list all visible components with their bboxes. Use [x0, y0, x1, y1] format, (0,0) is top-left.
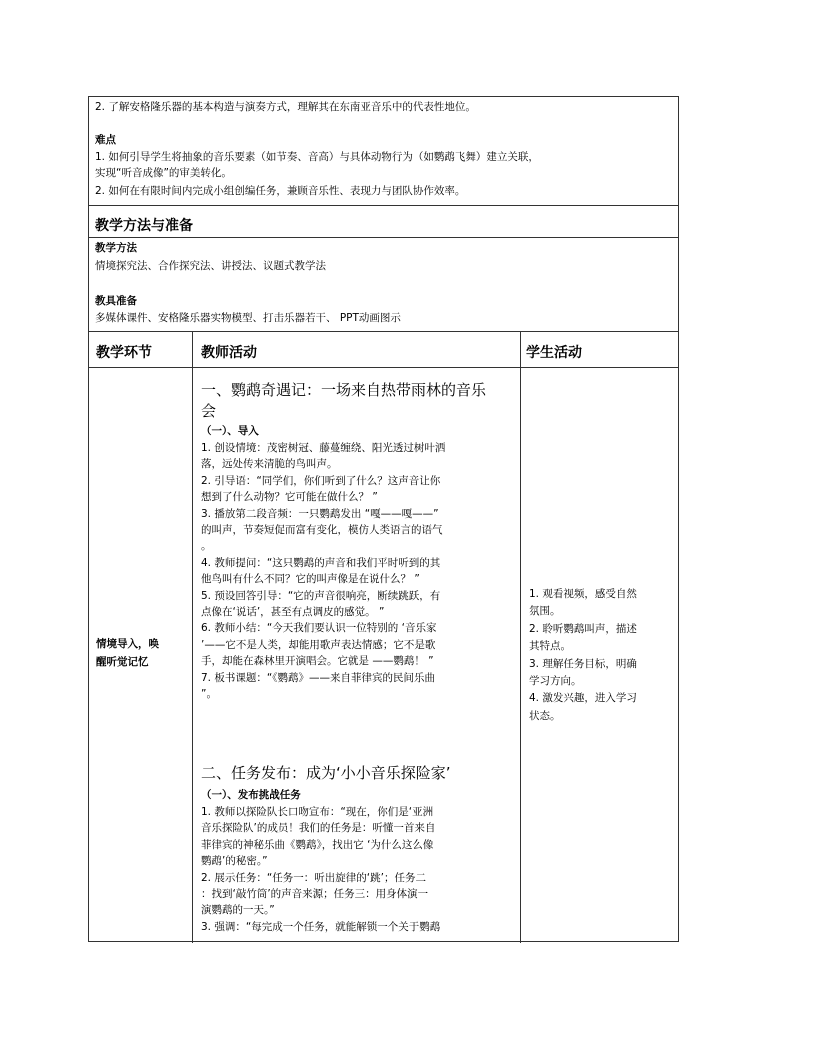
part2-title: 二、任务发布：成为‘小小音乐探险家’: [201, 764, 451, 782]
row-divider: [89, 331, 678, 332]
student-activity: [529, 586, 637, 725]
methods-section-title: 教学方法与准备: [95, 218, 193, 234]
teacher-line: 音乐探险队’的成员！我们的任务是：听懂一首来自: [201, 822, 436, 835]
teacher-line: 演鹦鹉的一天。”: [201, 904, 275, 917]
student-line: 4. 激发兴趣，进入学习: [529, 692, 637, 705]
row-divider: [89, 205, 678, 206]
teacher-line: 鹦鹉’的秘密。”: [201, 855, 268, 868]
column-divider: [192, 331, 193, 943]
student-line: 学习方向。: [529, 675, 582, 688]
teacher-line: 3. 播放第二段音频：一只鹦鹉发出 “嘎——嘎——”: [201, 507, 439, 520]
tools-text: 多媒体课件、安格隆乐器实物模型、打击乐器若干、 PPT动画图示: [95, 312, 401, 324]
teacher-line: ：找到‘敲竹筒’的声音来源；任务三：用身体演一: [201, 888, 429, 901]
student-line: 2. 聆听鹦鹉叫声，描述: [529, 622, 637, 635]
student-line: 3. 理解任务目标，明确: [529, 657, 637, 670]
column-divider: [520, 331, 521, 943]
difficulty-line-3: 2. 如何在有限时间内完成小组创编任务，兼顾音乐性、表现力与团队协作效率。: [95, 185, 466, 197]
tools-title: 教具准备: [95, 295, 137, 307]
teacher-line: ’——它不是人类，却能用歌声表达情感；它不是歌: [201, 638, 436, 651]
methods-title: 教学方法: [95, 242, 137, 254]
part1-title-line-2: 会: [201, 402, 217, 420]
header-student-activity: 学生活动: [526, 345, 582, 361]
teacher-line: 1. 创设情境：茂密树冠、藤蔓缠绕、阳光透过树叶洒: [201, 442, 446, 454]
stage-name-line-1: 情境导入，唤: [96, 638, 159, 650]
teacher-line: 菲律宾的神秘乐曲《鹦鹉》，找出它 ‘为什么这么像: [201, 838, 434, 851]
objective-line: 2. 了解安格隆乐器的基本构造与演奏方式，理解其在东南亚音乐中的代表性地位。: [95, 101, 476, 113]
teacher-line: 想到了什么动物？它可能在做什么？ ”: [201, 491, 378, 504]
teacher-line: 他鸟叫有什么不同？它的叫声像是在说什么？ ”: [201, 573, 420, 586]
teacher-line: 3. 强调：“每完成一个任务，就能解锁一个关于鹦鹉: [201, 920, 441, 933]
student-line: 氛围。: [529, 605, 561, 618]
difficulty-title: 难点: [95, 134, 116, 146]
difficulty-line-2: 实现“听音成像”的审美转化。: [95, 167, 232, 179]
teacher-line: ”。: [201, 688, 217, 701]
teacher-line: 5. 预设回答引导：“它的声音很响亮，断续跳跃，有: [201, 589, 441, 602]
methods-text: 情境探究法、合作探究法、讲授法、议题式教学法: [95, 260, 326, 272]
part2-body: [201, 804, 440, 935]
teacher-line: 4. 教师提问：“这只鹦鹉的声音和我们平时听到的其: [201, 556, 441, 569]
part1-title-line-1: 一、鹦鹉奇遇记：一场来自热带雨林的音乐: [201, 381, 487, 399]
teacher-line: 落，远处传来清脆的鸟叫声。: [201, 458, 338, 471]
teacher-line: 2. 展示任务：“任务一：听出旋律的‘跳’；任务二: [201, 871, 426, 884]
student-line: 其特点。: [529, 640, 571, 653]
row-divider: [89, 367, 678, 368]
difficulty-line-1: 1. 如何引导学生将抽象的音乐要素（如节奏、音高）与具体动物行为（如鹦鹉飞舞）建立关联，: [95, 151, 539, 163]
teacher-line: 1. 教师以探险队长口吻宣布：“现在，你们是‘亚洲: [201, 806, 434, 818]
lesson-plan-table: [88, 96, 679, 942]
student-line: 状态。: [529, 709, 561, 722]
header-stage: 教学环节: [96, 345, 152, 361]
student-line: 1. 观看视频，感受自然: [529, 588, 637, 600]
stage-name-line-2: 醒听觉记忆: [96, 656, 149, 668]
part2-subtitle: （一）、发布挑战任务: [201, 789, 301, 801]
teacher-line: 2. 引导语：“同学们，你们听到了什么？这声音让你: [201, 474, 441, 487]
row-divider: [89, 237, 678, 238]
part1-subtitle: （一）、导入: [201, 425, 259, 437]
teacher-line: 点像在‘说话’，甚至有点调皮的感觉。 ”: [201, 606, 385, 619]
part1-body: [201, 440, 445, 703]
teacher-line: 6. 教师小结：“今天我们要认识一位特别的 ‘音乐家: [201, 622, 437, 635]
teacher-line: 手，却能在森林里开演唱会。它就是 ——鹦鹉！ ”: [201, 655, 434, 668]
teacher-line: 7. 板书课题：“《鹦鹉》——来自菲律宾的民间乐曲: [201, 671, 436, 684]
teacher-line: 。: [201, 540, 212, 553]
teacher-line: 的叫声，节奏短促而富有变化，模仿人类语言的语气: [201, 524, 443, 537]
header-teacher-activity: 教师活动: [201, 345, 257, 361]
